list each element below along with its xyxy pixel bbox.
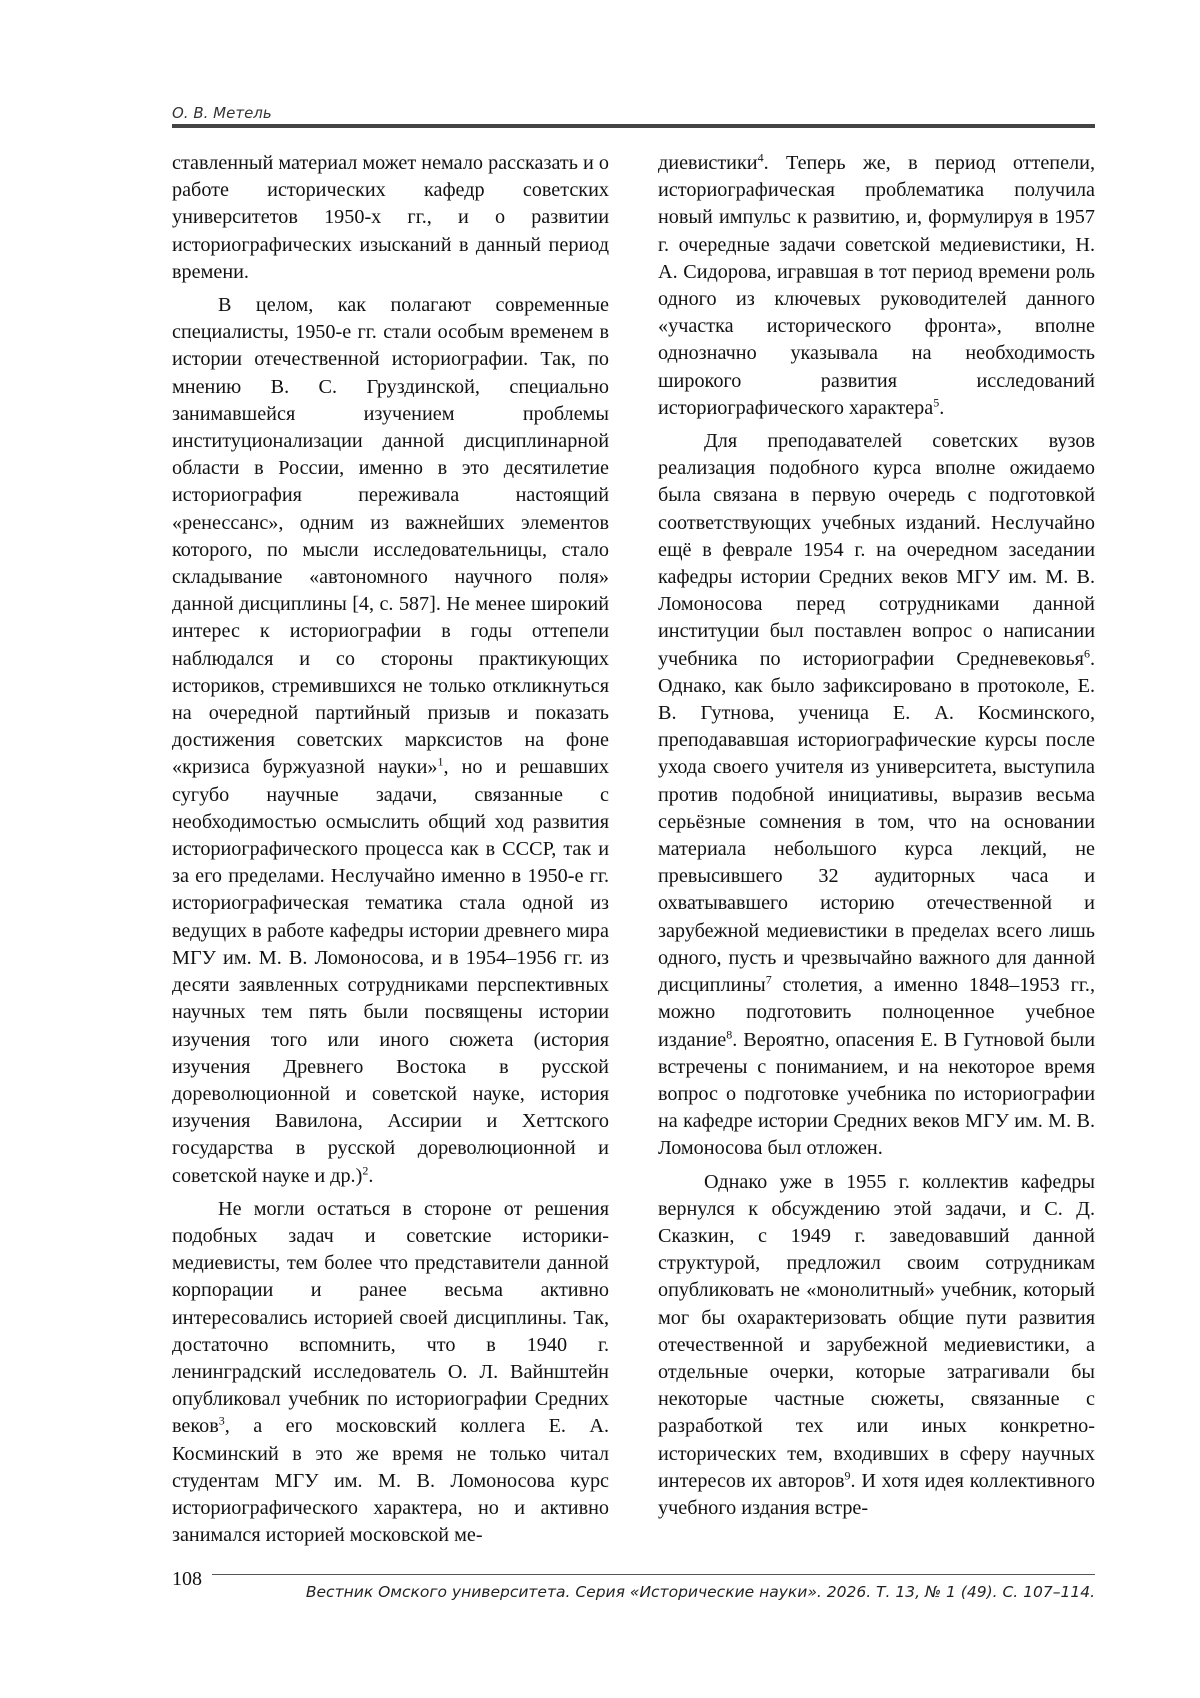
- paragraph-text: .: [368, 1164, 374, 1187]
- footnote-marker: 3: [218, 1413, 225, 1428]
- paragraph-text: Для преподавателей советских вузов реализация подобного курса вполне ожидаемо была связана в первую очередь с подготовкой соответствующих учебных изданий. Неслучайно ещё в феврале 1954 г. на очередном заседании кафедры истории Средних веков МГУ им. М. В. Ломоносова перед сотрудниками данной институции был поставлен вопрос о написании учебника по историографии Средневековья: [658, 430, 1095, 670]
- paragraph: [172, 292, 609, 1190]
- paragraph: [172, 150, 609, 286]
- footnote-marker: 2: [362, 1162, 369, 1177]
- paragraph-text: диевистики: [658, 152, 758, 174]
- footnote-marker: 5: [933, 395, 940, 410]
- journal-reference: Вестник Омского университета. Серия «Исторические науки». 2026. Т. 13, № 1 (49). С. 107–114.: [305, 1583, 1095, 1601]
- paragraph-text: . Вероятно, опасения Е. В Гутновой были встречены с пониманием, и на некоторое время вопрос о подготовке учебника по историографии на кафедре истории Средних веков МГУ им. М. В. Ломоносова был отложен.: [658, 1028, 1095, 1160]
- paragraph-text: , но и решавших сугубо научные задачи, связанные с необходимостью осмыслить общий ход развития историографического процесса как в СССР, так и за его пределами. Неслучайно именно в 1950-е гг. историографическая тематика стала одной из ведущих в работе кафедры истории древнего мира МГУ им. М. В. Ломоносова, и в 1954–1956 гг. из десяти заявленных сотрудниками перспективных научных тем пять были посвящены истории изучения того или иного сюжета (история изучения Древнего Востока в русской дореволюционной и советской науке, история изучения Вавилона, Ассирии и Хеттского государства в русской дореволюционной и советской науке и др.): [172, 756, 609, 1187]
- footnote-marker: 7: [765, 972, 772, 987]
- paragraph-text: Однако уже в 1955 г. коллектив кафедры вернулся к обсуждению этой задачи, и С. Д. Сказкин, с 1949 г. заведовавший данной структурой, предложил своим сотрудникам опубликовать не «монолитный» учебник, который мог бы охарактеризовать общие пути развития отечественной и зарубежной медиевистики, а отдельные очерки, которые затрагивали бы некоторые частные сюжеты, связанные с разработкой тех или иных конкретно-исторических тем, входивших в сферу научных интересов их авторов: [658, 1170, 1095, 1492]
- paragraph-text: . И хотя идея коллективного учебного издания встре-: [658, 1469, 1095, 1519]
- right-column: [658, 150, 1095, 1522]
- page-number: 108: [172, 1568, 202, 1590]
- left-column: [172, 150, 609, 1549]
- paragraph-text: . Теперь же, в период оттепели, историографическая проблематика получила новый импульс к развитию, и, формулируя в 1957 г. очередные задачи советской медиевистики, Н. А. Сидорова, игравшая в тот период времени роль одного из ключевых руководителей данного «участка исторического фронта», вполне однозначно указывала на необходимость широкого развития исследований историографического характера: [658, 152, 1095, 419]
- running-head-author: О. В. Метель: [172, 104, 272, 122]
- paragraph: [172, 1196, 609, 1550]
- paragraph-text: . Однако, как было зафиксировано в протоколе, Е. В. Гутнова, ученица Е. А. Косминского, преподававшая историографические курсы после ухода своего учителя из университета, выступила против подобной инициативы, выразив весьма серьёзные сомнения в том, что на основании материала небольшого курса лекций, не превысившего 32 аудиторных часа и охватывавшего историю отечественной и зарубежной медиевистики в пределах всего лишь одного, пусть и чрезвычайно важного для данной дисциплины: [658, 647, 1095, 997]
- paragraph-text: Не могли остаться в стороне от решения подобных задач и советские историки-медиевисты, тем более что представители данной корпорации и ранее весьма активно интересовались историей своей дисциплины. Так, достаточно вспомнить, что в 1940 г. ленинградский исследователь О. Л. Вайнштейн опубликовал учебник по историографии Средних веков: [172, 1197, 609, 1438]
- paragraph: [658, 1169, 1095, 1523]
- paragraph-text: столетия, а именно 1848–1953 гг., можно подготовить полноценное учебное издание: [658, 974, 1095, 1051]
- footnote-marker: 1: [437, 754, 444, 769]
- paragraph-text: В целом, как полагают современные специалисты, 1950-е гг. стали особым временем в истории отечественной историографии. Так, по мнению В. С. Груздинской, специально занимавшейся изучением проблемы институционализации данной дисциплинарной области в России, именно в это десятилетие историография переживала настоящий «ренессанс», одним из важнейших элементов которого, по мысли исследовательницы, стало складывание «автономного научного поля» данной дисциплины [4, с. 587]. Не менее широкий интерес к историографии в годы оттепели наблюдался и со стороны практикующих историков, стремившихся не только откликнуться на очередной партийный призыв и показать достижения советских марксистов на фоне «кризиса буржуазной науки»: [172, 294, 609, 779]
- paragraph-text: .: [939, 396, 945, 419]
- paragraph: [658, 150, 1095, 422]
- paragraph-text: , а его московский коллега Е. А. Косминский в это же время не только читал студентам МГУ им. М. В. Ломоносова курс историографического характера, но и активно занимался историей московской ме-: [172, 1415, 609, 1547]
- footer-rule: [212, 1574, 1095, 1575]
- footnote-marker: 4: [757, 150, 764, 165]
- footnote-marker: 6: [1083, 645, 1090, 660]
- header-rule: [172, 124, 1095, 128]
- paragraph: [658, 428, 1095, 1162]
- paragraph-text: ставленный материал может немало рассказать и о работе исторических кафедр советских университетов 1950-х гг., и о развитии историографических изысканий в данный период времени.: [172, 152, 609, 283]
- footnote-marker: 9: [844, 1468, 851, 1483]
- footnote-marker: 8: [726, 1026, 733, 1041]
